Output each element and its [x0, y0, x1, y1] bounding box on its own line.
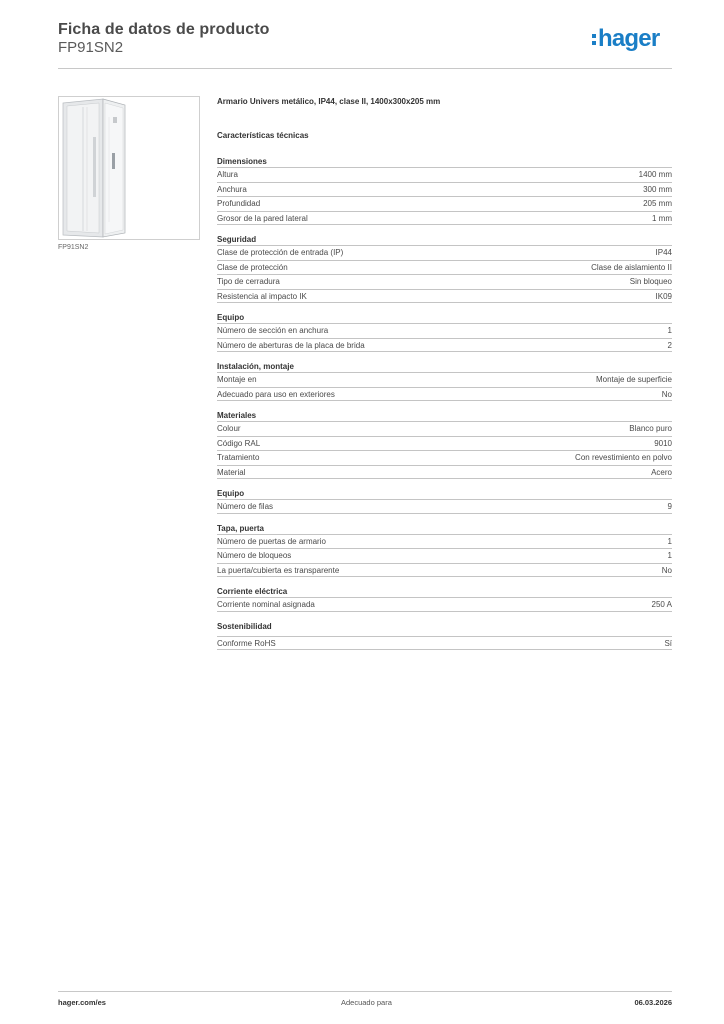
section-title: Características técnicas: [217, 131, 309, 140]
spec-value: IK09: [655, 291, 672, 301]
group-title: Instalación, montaje: [217, 362, 294, 371]
footer-divider: [58, 991, 672, 992]
spec-label: Número de sección en anchura: [217, 326, 329, 335]
spec-label: Profundidad: [217, 199, 261, 208]
spec-value: Blanco puro: [629, 424, 672, 433]
spec-row: [217, 245, 672, 260]
spec-value: 2: [667, 340, 672, 350]
logo-dots-icon: [592, 31, 597, 47]
group-title: Dimensiones: [217, 157, 267, 166]
spec-label: Altura: [217, 170, 238, 179]
cabinet-image: [59, 97, 199, 239]
spec-row: [217, 387, 672, 402]
spec-value: Sí: [664, 638, 672, 648]
spec-value: 250 A: [651, 600, 672, 609]
spec-label: Conforme RoHS: [217, 638, 276, 648]
hager-logo: [592, 27, 659, 51]
spec-value: 205 mm: [643, 199, 672, 208]
spec-row: [217, 167, 672, 182]
spec-value: Con revestimiento en polvo: [575, 453, 672, 462]
spec-value: 9010: [654, 438, 672, 448]
spec-row: [217, 548, 672, 563]
group-title: Seguridad: [217, 235, 257, 244]
spec-row: [217, 260, 672, 275]
spec-value: Sin bloqueo: [629, 277, 672, 286]
spec-label: Número de bloqueos: [217, 551, 292, 560]
group-title: Equipo: [217, 489, 245, 498]
group-sostenibilidad: [217, 621, 672, 651]
spec-label: Número de puertas de armario: [217, 536, 326, 546]
group-dimensiones: [217, 156, 672, 225]
spec-row: [217, 436, 672, 451]
footer-date: 06.03.2026: [634, 998, 672, 1007]
spec-label: Colour: [217, 424, 241, 433]
group-instalacion: [217, 361, 672, 401]
page-title: Ficha de datos de producto: [58, 21, 270, 38]
product-code: FP91SN2: [58, 39, 124, 56]
spec-row: [217, 465, 672, 480]
logo-text: hager: [598, 25, 660, 52]
spec-label: Número de aberturas de la placa de brida: [217, 340, 365, 350]
spec-label: Clase de protección de entrada (IP): [217, 248, 344, 257]
spec-value: No: [661, 565, 672, 575]
spec-row: [217, 211, 672, 226]
group-seguridad: [217, 234, 672, 303]
spec-label: Número de filas: [217, 502, 274, 511]
spec-label: Montaje en: [217, 375, 257, 384]
spec-value: 300 mm: [643, 184, 672, 194]
group-materiales: [217, 410, 672, 479]
spec-label: Clase de protección: [217, 262, 288, 272]
group-title: Tapa, puerta: [217, 523, 264, 533]
group-equipo: [217, 312, 672, 352]
spec-label: Corriente nominal asignada: [217, 600, 315, 609]
spec-value: Acero: [651, 467, 672, 477]
group-equipo-filas: [217, 488, 672, 514]
spec-value: IP44: [655, 248, 672, 257]
spec-label: Material: [217, 467, 246, 477]
spec-value: 1 mm: [652, 213, 672, 223]
spec-value: 1: [667, 551, 672, 560]
spec-value: 1400 mm: [638, 170, 672, 179]
spec-row: [217, 323, 672, 338]
spec-value: 1: [667, 326, 672, 335]
spec-row: [217, 597, 672, 612]
spec-content: [217, 96, 672, 650]
spec-label: Tipo de cerradura: [217, 277, 280, 286]
spec-label: Anchura: [217, 184, 247, 194]
spec-value: 1: [667, 536, 672, 546]
spec-row: [217, 636, 672, 651]
spec-row: [217, 338, 672, 353]
image-caption: FP91SN2: [58, 244, 89, 251]
group-corriente: [217, 586, 672, 612]
spec-value: Clase de aislamiento II: [591, 262, 672, 272]
spec-value: Montaje de superficie: [595, 375, 672, 384]
spec-value: No: [661, 389, 672, 399]
spec-row: [217, 289, 672, 304]
spec-row: [217, 534, 672, 549]
spec-row: [217, 372, 672, 387]
spec-row: [217, 421, 672, 436]
spec-row: [217, 182, 672, 197]
product-description: Armario Univers metálico, IP44, clase II, 1400x300x205 mm: [217, 97, 441, 106]
spec-row: [217, 450, 672, 465]
spec-label: Grosor de la pared lateral: [217, 213, 308, 223]
footer-url: hager.com/es: [58, 998, 106, 1007]
group-title: Materiales: [217, 411, 257, 420]
spec-row: [217, 196, 672, 211]
spec-label: Resistencia al impacto IK: [217, 291, 307, 301]
spec-label: Código RAL: [217, 438, 261, 448]
group-title: Sostenibilidad: [217, 621, 272, 631]
group-tapa-puerta: [217, 523, 672, 578]
header-divider: [58, 68, 672, 69]
footer-note: Adecuado para: [341, 998, 392, 1007]
group-title: Equipo: [217, 313, 245, 322]
spec-row: [217, 499, 672, 514]
spec-label: Adecuado para uso en exteriores: [217, 389, 335, 399]
spec-label: Tratamiento: [217, 453, 260, 462]
spec-value: 9: [667, 502, 672, 511]
product-image: [58, 96, 200, 240]
spec-row: [217, 274, 672, 289]
group-title: Corriente eléctrica: [217, 587, 288, 596]
spec-label: La puerta/cubierta es transparente: [217, 565, 340, 575]
spec-row: [217, 563, 672, 578]
